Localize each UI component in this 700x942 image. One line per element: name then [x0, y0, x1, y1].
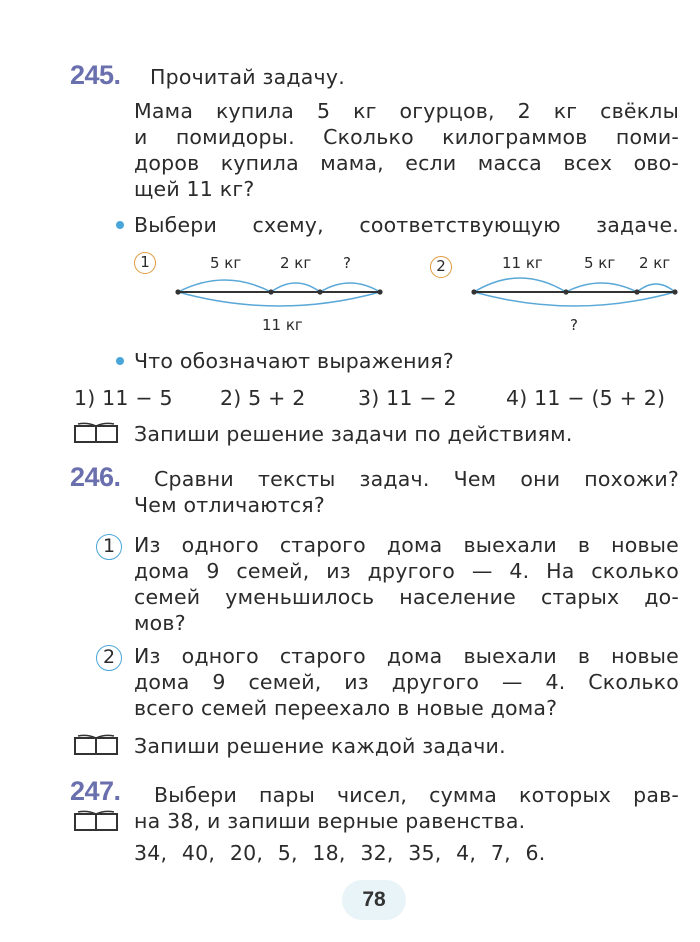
task-247-line-2: на 38, и запиши верные равенства.: [134, 809, 526, 833]
problem-2-marker: 2: [96, 645, 122, 671]
task-246-title-line-2: Чем отличаются?: [134, 493, 325, 517]
expression-4: 4) 11 − (5 + 2): [506, 386, 666, 410]
scheme-2-total-label: ?: [570, 316, 578, 334]
scheme-2-seg3-label: 2 кг: [639, 254, 671, 272]
scheme-2-seg1-label: 11 кг: [502, 254, 543, 272]
problem-1-line-2: дома 9 семей, из другого — 4. На сколько: [134, 559, 679, 583]
task-245-line-4: щей 11 кг?: [134, 177, 255, 201]
problem-2-line-2: дома 9 семей, из другого — 4. Сколько: [134, 670, 679, 694]
page-number: 78: [342, 880, 406, 920]
problem-2-line-1: Из одного старого дома выехали в новые: [134, 644, 679, 668]
open-book-icon: [72, 810, 122, 834]
task-245-bullet-expressions: Что обозначают выражения?: [134, 349, 454, 373]
problem-2-line-3: всего семей переехало в новые дома?: [134, 696, 558, 720]
task-246-title-line-1: Сравни тексты задач. Чем они похожи?: [154, 467, 679, 491]
scheme-1-seg2-label: 2 кг: [280, 254, 312, 272]
task-246-number: 246.: [70, 462, 121, 492]
bullet-icon: [116, 221, 124, 229]
problem-1-line-4: мов?: [134, 611, 186, 635]
problem-1-line-3: семей уменьшилось население старых до-: [134, 585, 679, 609]
task-245-line-1: Мама купила 5 кг огурцов, 2 кг свёклы: [134, 99, 679, 123]
expression-2: 2) 5 + 2: [220, 386, 306, 410]
scheme-1-seg1-label: 5 кг: [210, 254, 242, 272]
scheme-2-seg2-label: 5 кг: [584, 254, 616, 272]
scheme-1-total-label: 11 кг: [262, 316, 303, 334]
task-245-title: Прочитай задачу.: [150, 65, 345, 89]
task-247-line-1: Выбери пары чисел, сумма которых рав-: [154, 783, 679, 807]
scheme-1-marker: 1: [134, 252, 156, 274]
scheme-1-diagram: [170, 268, 390, 318]
task-245-instruction: Запиши решение задачи по действиям.: [134, 422, 573, 446]
problem-1-line-1: Из одного старого дома выехали в новые: [134, 533, 679, 557]
open-book-icon: [72, 422, 122, 446]
open-book-icon: [72, 734, 122, 758]
task-246-instruction: Запиши решение каждой задачи.: [134, 734, 506, 758]
scheme-1-seg3-label: ?: [343, 254, 351, 272]
task-245-bullet-choose-scheme: Выбери схему, соответствующую задаче.: [134, 213, 679, 237]
task-247-number: 247.: [70, 776, 121, 806]
scheme-2-diagram: [466, 268, 686, 318]
problem-1-marker: 1: [96, 534, 122, 560]
bullet-icon: [116, 357, 124, 365]
expression-1: 1) 11 − 5: [74, 386, 173, 410]
task-245-line-2: и помидоры. Сколько килограммов поми-: [134, 125, 679, 149]
task-247-numbers: 34, 40, 20, 5, 18, 32, 35, 4, 7, 6.: [134, 841, 546, 865]
task-245-number: 245.: [70, 60, 121, 90]
expression-3: 3) 11 − 2: [358, 386, 457, 410]
scheme-2-marker: 2: [430, 256, 452, 278]
task-245-line-3: доров купила мама, если масса всех ово-: [134, 151, 679, 175]
